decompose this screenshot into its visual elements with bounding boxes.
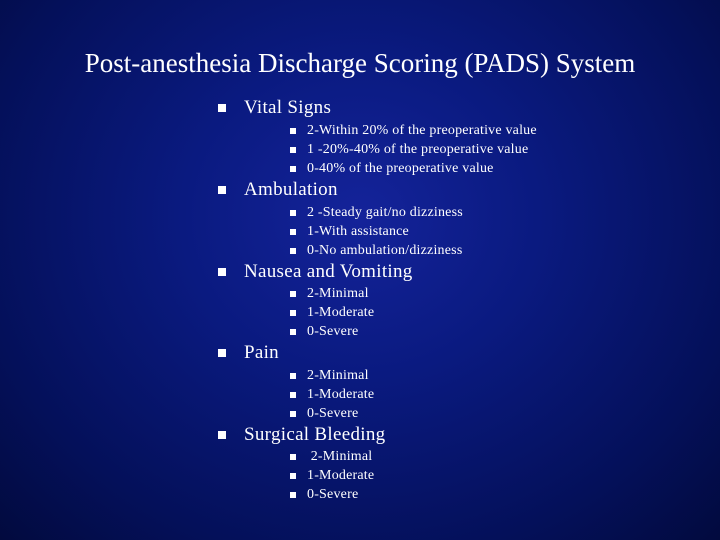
list-item bbox=[290, 159, 537, 178]
square-bullet-icon bbox=[290, 492, 296, 498]
square-bullet-icon bbox=[290, 229, 296, 235]
category-ambulation bbox=[218, 179, 338, 201]
square-bullet-icon bbox=[218, 186, 226, 194]
item-label: 1-Moderate bbox=[307, 468, 375, 483]
category-nausea-vomiting bbox=[218, 261, 413, 283]
item-label: 2-Minimal bbox=[307, 368, 369, 383]
item-label: 0-Severe bbox=[307, 324, 359, 339]
list-item bbox=[290, 222, 463, 241]
square-bullet-icon bbox=[290, 310, 296, 316]
square-bullet-icon bbox=[218, 431, 226, 439]
item-label: 2 -Steady gait/no dizziness bbox=[307, 205, 463, 220]
square-bullet-icon bbox=[218, 104, 226, 112]
list-item bbox=[290, 322, 374, 341]
list-item bbox=[290, 366, 374, 385]
square-bullet-icon bbox=[290, 373, 296, 379]
category-label: Pain bbox=[244, 342, 279, 363]
item-label: 1 -20%-40% of the preoperative value bbox=[307, 142, 529, 157]
square-bullet-icon bbox=[290, 411, 296, 417]
square-bullet-icon bbox=[290, 210, 296, 216]
sub-list-pain bbox=[290, 366, 374, 423]
sub-list-vital-signs bbox=[290, 121, 537, 178]
item-label: 1-Moderate bbox=[307, 305, 375, 320]
square-bullet-icon bbox=[290, 147, 296, 153]
square-bullet-icon bbox=[290, 329, 296, 335]
list-item bbox=[290, 447, 374, 466]
item-label: 0-40% of the preoperative value bbox=[307, 161, 494, 176]
list-item bbox=[290, 241, 463, 260]
item-label: 2-Minimal bbox=[307, 449, 373, 464]
category-pain bbox=[218, 342, 279, 364]
category-label: Nausea and Vomiting bbox=[244, 261, 413, 282]
category-label: Vital Signs bbox=[244, 97, 332, 118]
item-label: 1-Moderate bbox=[307, 387, 375, 402]
square-bullet-icon bbox=[290, 291, 296, 297]
category-label: Surgical Bleeding bbox=[244, 424, 386, 445]
item-label: 0-No ambulation/dizziness bbox=[307, 243, 463, 258]
list-item bbox=[290, 140, 537, 159]
list-item bbox=[290, 466, 374, 485]
item-label: 0-Severe bbox=[307, 406, 359, 421]
item-label: 1-With assistance bbox=[307, 224, 409, 239]
square-bullet-icon bbox=[218, 268, 226, 276]
slide-title: Post-anesthesia Discharge Scoring (PADS) System bbox=[84, 48, 636, 78]
list-item bbox=[290, 404, 374, 423]
square-bullet-icon bbox=[290, 392, 296, 398]
item-label: 2-Within 20% of the preoperative value bbox=[307, 123, 537, 138]
list-item bbox=[290, 121, 537, 140]
category-label: Ambulation bbox=[244, 179, 338, 200]
list-item bbox=[290, 385, 374, 404]
item-label: 0-Severe bbox=[307, 487, 359, 502]
square-bullet-icon bbox=[290, 454, 296, 460]
sub-list-surgical-bleeding bbox=[290, 447, 374, 504]
square-bullet-icon bbox=[290, 473, 296, 479]
list-item bbox=[290, 303, 374, 322]
category-vital-signs bbox=[218, 97, 331, 119]
square-bullet-icon bbox=[290, 166, 296, 172]
sub-list-ambulation bbox=[290, 203, 463, 260]
square-bullet-icon bbox=[290, 248, 296, 254]
category-surgical-bleeding bbox=[218, 424, 385, 446]
sub-list-nausea-vomiting bbox=[290, 284, 374, 341]
list-item bbox=[290, 284, 374, 303]
item-label: 2-Minimal bbox=[307, 286, 369, 301]
square-bullet-icon bbox=[218, 349, 226, 357]
square-bullet-icon bbox=[290, 128, 296, 134]
list-item bbox=[290, 485, 374, 504]
list-item bbox=[290, 203, 463, 222]
